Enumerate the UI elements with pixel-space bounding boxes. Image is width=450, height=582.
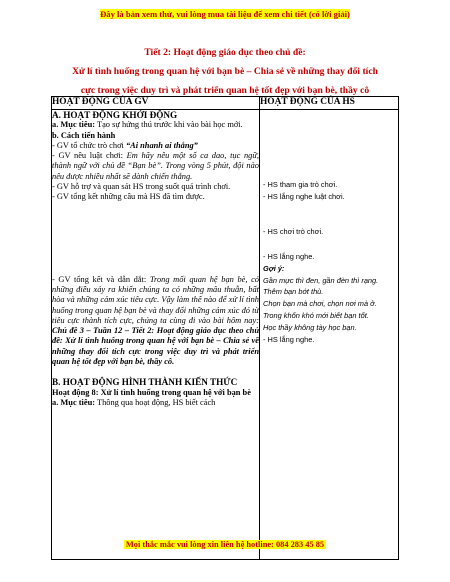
student-listen: - HS lắng nghe. xyxy=(263,252,315,261)
lead-in-paragraph: - GV tổng kết và dẫn dắt: Trong mối quan hệ bạn bè, có những điều xảy ra khiến chúng ta có những mâu thuẫn, bất hòa và những cảm xúc tiêu cực. Vậy làm thế nào để xử lí tình huống trong quan hệ bạn bè và thay đổi những cảm xúc đó từ tiêu cực thành tích cực, chúng ta cùng đi vào bài hôm nay: Chủ đề 3 – Tuần 12 – Tiết 2: Hoạt động giáo dục theo chủ đề: Xử lí tình huống trong quan hệ với bạn bè – Chia sẻ về những thay đổi tích cực trong việc duy trì và phát triển quan hệ tốt đẹp với bạn bè, thầy cô. xyxy=(52,274,259,367)
student-listen-rules: - HS lắng nghe luật chơi. xyxy=(263,191,345,201)
section-b-title: B. HOẠT ĐỘNG HÌNH THÀNH KIẾN THỨC xyxy=(52,377,238,388)
student-join-game: - HS tham gia trò chơi. xyxy=(263,180,338,189)
lesson-heading-line-1: Tiết 2: Hoạt động giáo dục theo chủ đề: xyxy=(144,47,306,58)
preview-notice: Đây là bản xem thử, vui lòng mua tài liệu để xem chi tiết (có lời giải) xyxy=(100,9,350,19)
proverb-4: Trong khốn khó mới biết bạn tốt. xyxy=(263,310,369,320)
teacher-activity-text xyxy=(52,110,259,408)
hotline-notice: Mọi thắc mắc vui lòng xin liên hệ hotline: 084 283 45 85 xyxy=(125,540,325,549)
game-intro: - GV tổ chức trò chơi “Ai nhanh ai thắng” xyxy=(52,140,198,150)
procedure-title: b. Cách tiến hành xyxy=(52,130,116,140)
section-a-title: A. HOẠT ĐỘNG KHỞI ĐỘNG xyxy=(52,110,178,120)
student-responses-2 xyxy=(263,226,323,238)
student-column-header: HOẠT ĐỘNG CỦA HS xyxy=(260,97,399,110)
proverb-2: Thêm bạn bớt thù. xyxy=(263,287,324,297)
student-responses-1 xyxy=(263,179,345,203)
student-activity-cell xyxy=(260,110,399,560)
proverb-1: Gần mực thì đen, gần đèn thì rạng. xyxy=(263,275,379,285)
suggestion-label: Gợi ý: xyxy=(263,263,285,273)
proverb-5: Học thầy không tày học bạn. xyxy=(263,322,357,332)
objective-line-2: a. Mục tiêu: Thông qua hoạt động, HS biết cách xyxy=(52,397,216,407)
objective-line: a. Mục tiêu: Tạo sự hứng thú trước khi vào bài học mới. xyxy=(52,120,243,130)
activity-8-title: Hoạt động 8: Xử lí tình huống trong quan hệ với bạn bè xyxy=(52,387,251,397)
student-listen-final: - HS lắng nghe. xyxy=(263,334,315,344)
teacher-support: - GV hỗ trợ và quan sát HS trong suốt quá trình chơi. xyxy=(52,182,231,192)
game-rules: - GV nêu luật chơi: Em hãy nêu một số ca dao, tục ngữ, thành ngữ với chủ đề “Bạn bè”. Trong vòng 5 phút, đội nào nêu được nhiều nhất sẽ dành chiến thắng. xyxy=(52,151,260,181)
teacher-column-header: HOẠT ĐỘNG CỦA GV xyxy=(52,97,260,110)
lesson-heading-line-3: cực trong việc duy trì và phát triển quan hệ tốt đẹp với bạn bè, thầy cô xyxy=(80,85,370,96)
teacher-activity-cell xyxy=(52,110,260,560)
student-play-game: - HS chơi trò chơi. xyxy=(263,227,324,236)
proverb-3: Chọn bạn mà chơi, chọn nơi mà ở. xyxy=(263,299,377,309)
table-header-row xyxy=(52,97,399,110)
table-body-row xyxy=(52,110,399,560)
teacher-summary: - GV tổng kết những câu mà HS đã tìm được. xyxy=(52,192,205,202)
student-responses-3 xyxy=(263,251,378,345)
activity-table xyxy=(51,96,399,560)
lesson-heading-line-2: Xử lí tình huống trong quan hệ với bạn bè – Chia sẻ về những thay đổi tích xyxy=(72,66,378,77)
